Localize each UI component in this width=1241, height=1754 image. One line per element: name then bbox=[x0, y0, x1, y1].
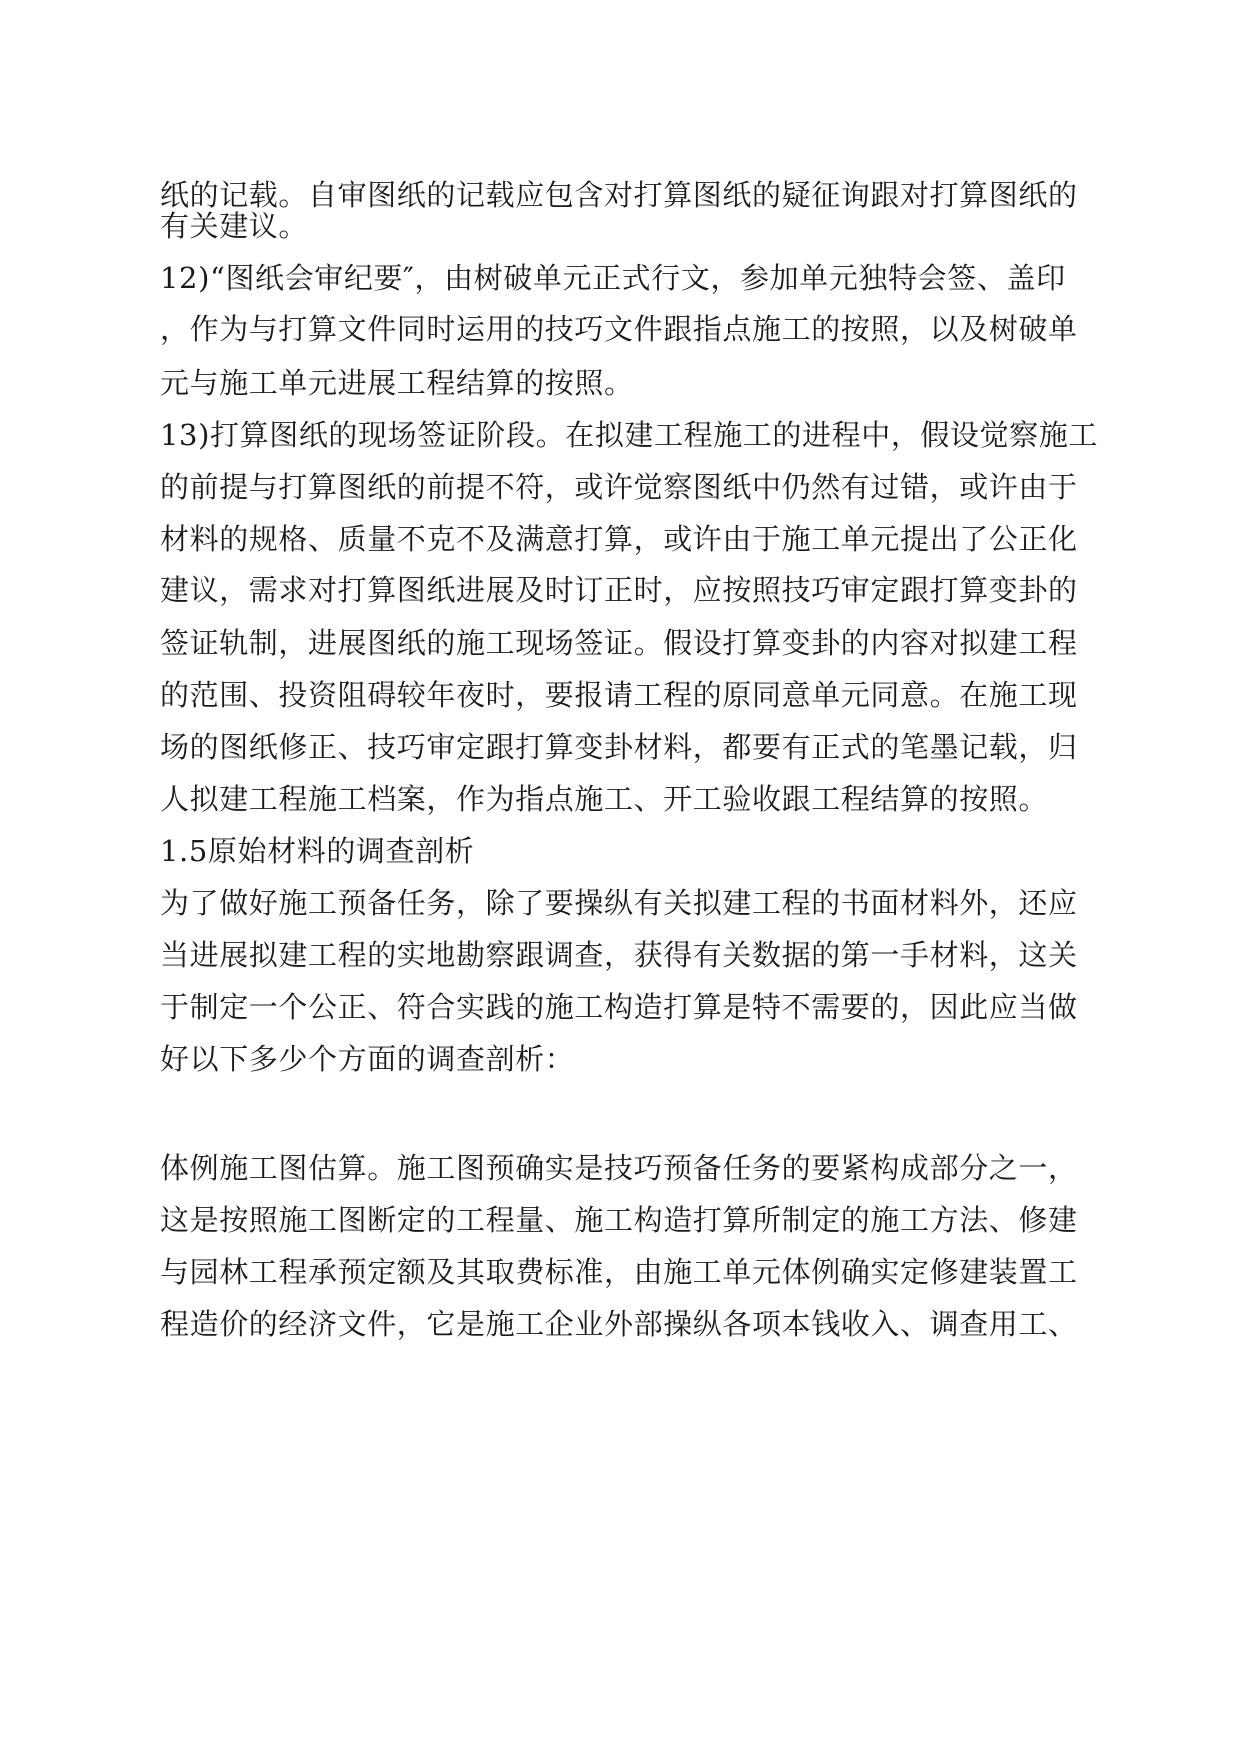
text-line: 场的图纸修正、技巧审定跟打算变卦材料，都要有正式的笔墨记载，归 bbox=[160, 730, 1078, 764]
text-line: 好以下多少个方面的调查剖析： bbox=[160, 1042, 575, 1076]
text-line: 纸的记载。自审图纸的记载应包含对打算图纸的疑征询跟对打算图纸的 bbox=[160, 178, 1078, 212]
section-heading: 1.5原始材料的调查剖析 bbox=[160, 834, 475, 868]
text-line: 与园林工程承预定额及其取费标准，由施工单元体例确实定修建装置工 bbox=[160, 1255, 1078, 1289]
text-line: 当进展拟建工程的实地勘察跟调查，获得有关数据的第一手材料，这关 bbox=[160, 938, 1078, 972]
text-line: 有关建议。 bbox=[160, 209, 309, 243]
text-line: 于制定一个公正、符合实践的施工构造打算是特不需要的，因此应当做 bbox=[160, 990, 1078, 1024]
text-line: 体例施工图估算。施工图预确实是技巧预备任务的要紧构成部分之一， bbox=[160, 1151, 1078, 1185]
text-line: 12)“图纸会审纪要″，由树破单元正式行文，参加单元独特会签、盖印 bbox=[160, 261, 1066, 295]
text-line: 13)打算图纸的现场签证阶段。在拟建工程施工的进程中，假设觉察施工 bbox=[160, 418, 1099, 452]
text-line: 签证轨制，进展图纸的施工现场签证。假设打算变卦的内容对拟建工程 bbox=[160, 626, 1078, 660]
text-line: 这是按照施工图断定的工程量、施工构造打算所制定的施工方法、修建 bbox=[160, 1203, 1078, 1237]
text-line: 材料的规格、质量不克不及满意打算，或许由于施工单元提出了公正化 bbox=[160, 522, 1078, 556]
text-line: 程造价的经济文件，它是施工企业外部操纵各项本钱收入、调查用工、 bbox=[160, 1307, 1078, 1341]
text-line: 的前提与打算图纸的前提不符，或许觉察图纸中仍然有过错，或许由于 bbox=[160, 470, 1078, 504]
text-line: 人拟建工程施工档案，作为指点施工、开工验收跟工程结算的按照。 bbox=[160, 782, 1049, 816]
text-line: 元与施工单元进展工程结算的按照。 bbox=[160, 366, 634, 400]
text-line: 的范围、投资阻碍较年夜时，要报请工程的原同意单元同意。在施工现 bbox=[160, 678, 1078, 712]
text-line: ，作为与打算文件同时运用的技巧文件跟指点施工的按照，以及树破单 bbox=[160, 312, 1078, 346]
text-line: 建议，需求对打算图纸进展及时订正时，应按照技巧审定跟打算变卦的 bbox=[160, 573, 1078, 607]
text-line: 为了做好施工预备任务，除了要操纵有关拟建工程的书面材料外，还应 bbox=[160, 886, 1078, 920]
